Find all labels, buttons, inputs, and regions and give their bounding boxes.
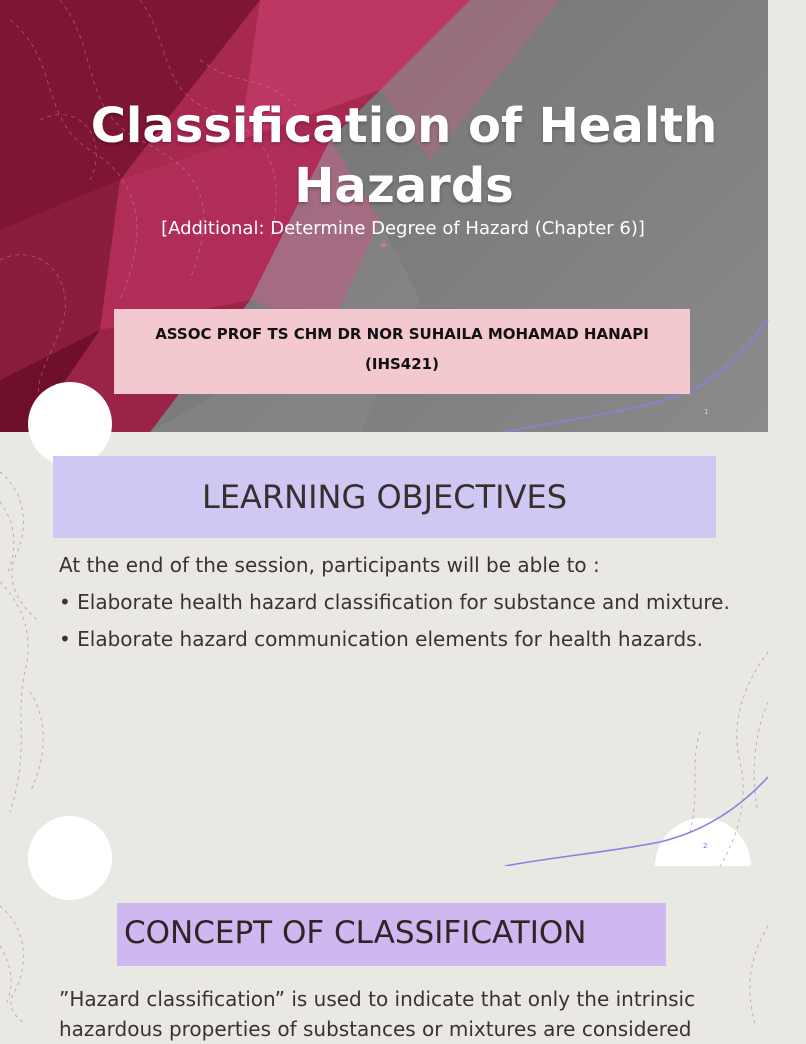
author-name: ASSOC PROF TS CHM DR NOR SUHAILA MOHAMAD HANAPI [155, 325, 649, 343]
learning-objectives-slide [0, 432, 768, 866]
page-number: 1 [704, 408, 709, 416]
title-slide [0, 0, 768, 432]
heading-box [117, 903, 666, 966]
concept-text: ”Hazard classification” is used to indicate that only the intrinsic hazardous properties of substances or mixtures are considered [59, 987, 696, 1041]
slide-title: Classification of Health Hazards [90, 98, 718, 214]
plus-icon: + [379, 238, 390, 252]
slide-heading: CONCEPT OF CLASSIFICATION [124, 915, 587, 951]
intro-text: At the end of the session, participants will be able to : [59, 553, 600, 577]
list-item: • Elaborate health hazard classification for substance and mixture. [59, 590, 730, 614]
page-number: 2 [703, 842, 708, 850]
concept-slide [0, 866, 768, 1041]
author-box [114, 309, 690, 394]
slide-subtitle: [Additional: Determine Degree of Hazard (Chapter 6)] [161, 218, 645, 239]
list-item: • Elaborate hazard communication elements for health hazards. [59, 627, 703, 651]
heading-box [53, 456, 716, 538]
slide-heading: LEARNING OBJECTIVES [202, 478, 567, 516]
objectives-text [59, 550, 739, 661]
course-code: (IHS421) [365, 355, 439, 373]
author-text [114, 319, 690, 379]
